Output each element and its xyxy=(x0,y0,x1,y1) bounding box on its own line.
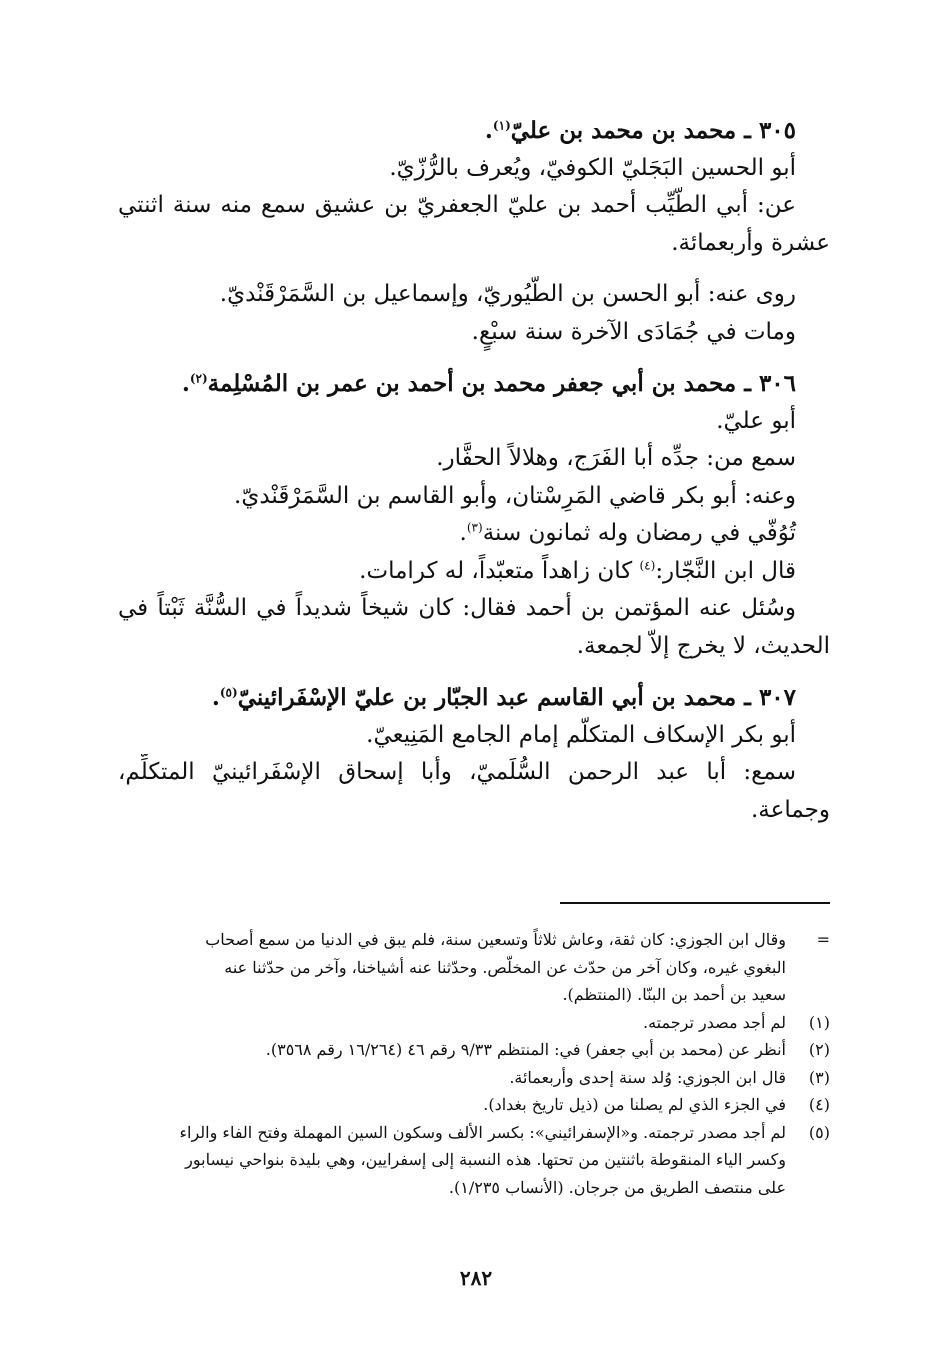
footnote-continuation xyxy=(118,926,830,1009)
footnote-divider xyxy=(560,902,830,904)
entry-306-line: الحديث، لا يخرج إلاّ لجمعة. xyxy=(576,632,830,659)
entry-307-line: وجماعة. xyxy=(751,796,830,823)
footnote-mark: (١) xyxy=(808,1012,830,1032)
footnote-5 xyxy=(118,1119,830,1202)
footnote-line: وقال ابن الجوزي: كان ثقة، وعاش ثلاثاً وتسعين سنة، فلم يبق في الدنيا من سمع أصحاب xyxy=(205,930,786,949)
heading-period: . xyxy=(181,370,190,397)
entry-306-line: وسُئل عنه المؤتمن بن أحمد فقال: كان شيخاً شديداً في السُّنَّة ثَبْتاً في xyxy=(118,595,796,621)
footnote-mark: (٥) xyxy=(808,1122,830,1142)
footnote-4 xyxy=(118,1091,830,1119)
heading-period: . xyxy=(211,684,220,711)
footnote-line: وكسر الياء المنقوطة باثنتين من تحتها. هذه النسبة إلى إسفرايين، وهي بليدة بنواحي نيسابور xyxy=(185,1150,786,1169)
footnote-ref-5: (٥) xyxy=(219,685,238,700)
entry-306-line: أبو عليّ. xyxy=(716,407,796,434)
entry-307-heading xyxy=(118,679,830,717)
footnote-line: على منتصف الطريق من جرجان. (الأنساب ١/٢٣٥). xyxy=(448,1177,786,1197)
footnote-mark: (٣) xyxy=(808,1067,830,1087)
footnote-3 xyxy=(118,1064,830,1092)
footnote-1 xyxy=(118,1009,830,1037)
entry-306-heading xyxy=(118,365,830,403)
najjar-label: قال ابن النَّجّار: xyxy=(655,557,796,584)
entry-305-title: ٣٠٥ ـ محمد بن محمد بن عليّ xyxy=(510,117,796,144)
footnote-line: سعيد بن أحمد بن البنّا. (المنتظم). xyxy=(562,985,786,1004)
footnote-ref-3: (٣) xyxy=(466,520,483,535)
entry-307-title: ٣٠٧ ـ محمد بن أبي القاسم عبد الجبّار بن عليّ الإسْفَرائينيّ xyxy=(237,684,796,711)
entry-305-line: عن: أبي الطَّيِّب أحمد بن عليّ الجعفريّ بن عشيق سمع منه سنة اثنتي xyxy=(118,192,796,218)
entry-306-line: سمع من: جدِّه أبا الفَرَج، وهلالاً الحفَّار. xyxy=(436,445,796,471)
entry-305-line: عشرة وأربعمائة. xyxy=(671,229,830,256)
entry-305-heading xyxy=(118,112,830,150)
entry-306-line: تُوُفّي في رمضان وله ثمانون سنة$^{(٣)}$. xyxy=(459,520,796,546)
footnote-ref-2: (٢) xyxy=(189,371,208,386)
heading-period: . xyxy=(484,117,493,144)
entry-306-line xyxy=(118,553,830,591)
footnote-line: قال ابن الجوزي: وُلد سنة إحدى وأربعمائة. xyxy=(509,1067,786,1087)
entry-307-line: سمع: أبا عبد الرحمن السُّلَميّ، وأبا إسحاق الإسْفَرائينيّ المتكلِّم، xyxy=(118,759,796,785)
footnote-ref-4: (٤) xyxy=(639,557,656,572)
footnotes xyxy=(118,926,830,1201)
entry-306-line: وعنه: أبو بكر قاضي المَرِسْتان، وأبو القاسم بن السَّمَرْقَنْديّ. xyxy=(234,482,796,509)
entry-307-line: أبو بكر الإسكاف المتكلّم إمام الجامع المَنِيعيّ. xyxy=(366,721,796,748)
footnote-line: لم أجد مصدر ترجمته. و«الإسفرائيني»: بكسر الألف وسكون السين المهملة وفتح الفاء والراء xyxy=(179,1122,786,1142)
page-number: ٢٨٢ xyxy=(459,1266,493,1290)
entry-305-line: ومات في جُمَادَى الآخرة سنة سبْعٍ. xyxy=(471,318,796,345)
footnote-line: البغوي غيره، وكان آخر من حدّث عن المخلّص. وحدّثنا عنه أشياخنا، وآخر من حدّثنا عنه xyxy=(224,957,786,977)
footnote-line: لم أجد مصدر ترجمته. xyxy=(643,1012,786,1032)
entry-306-title: ٣٠٦ ـ محمد بن أبي جعفر محمد بن أحمد بن عمر بن المُسْلِمة xyxy=(207,370,796,397)
footnote-ref-1: (١) xyxy=(492,118,511,133)
footnote-mark: = xyxy=(816,930,830,949)
entry-305-line: روى عنه: أبو الحسن بن الطُّيُوريّ، وإسماعيل بن السَّمَرْقَنْديّ. xyxy=(219,281,796,307)
entry-305-line: أبو الحسين البَجَليّ الكوفيّ، ويُعرف بالرُّزّيّ. xyxy=(389,154,796,181)
death-text: تُوُفّي في رمضان وله ثمانون سنة xyxy=(482,520,796,546)
footnote-line: في الجزء الذي لم يصلنا من (ذيل تاريخ بغداد). xyxy=(483,1095,786,1114)
footnote-line: أنظر عن (محمد بن أبي جعفر) في: المنتظم ٩/٣٣ رقم ٤٦ (١٦/٢٦٤ رقم ٣٥٦٨). xyxy=(265,1040,786,1059)
footnote-mark: (٢) xyxy=(808,1040,830,1059)
footnote-2 xyxy=(118,1036,830,1064)
footnote-mark: (٤) xyxy=(808,1095,830,1114)
najjar-quote: كان زاهداً متعبّداً، له كرامات. xyxy=(359,557,633,584)
main-text xyxy=(118,112,830,829)
